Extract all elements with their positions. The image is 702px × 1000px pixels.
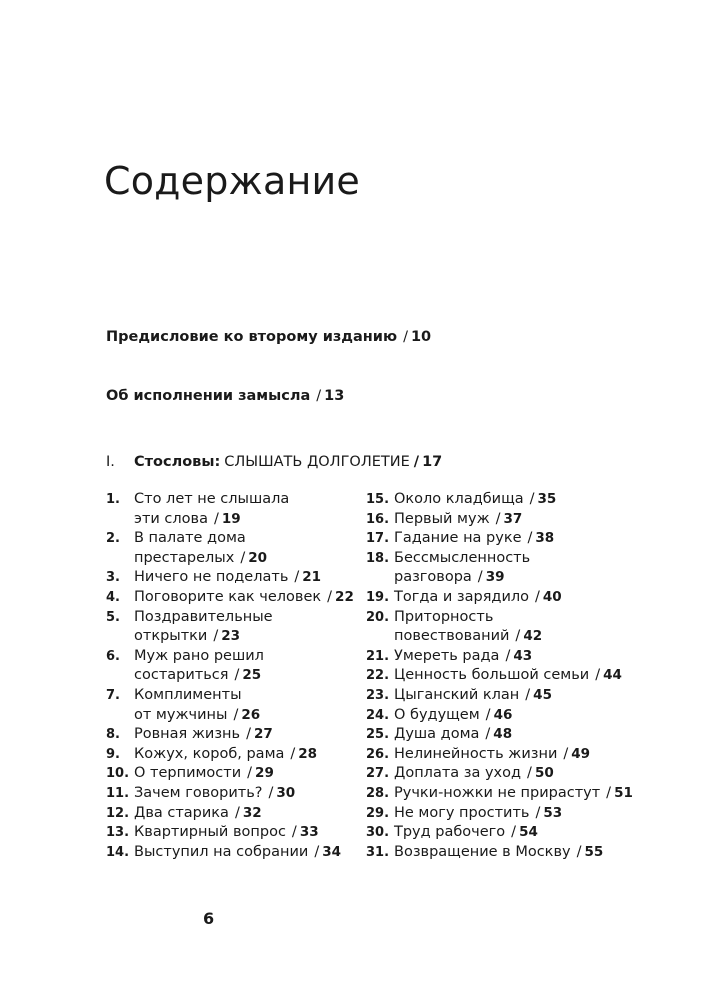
toc-item-page: 26 bbox=[241, 706, 261, 723]
toc-item-title bbox=[394, 589, 529, 605]
toc-item-separator: / bbox=[595, 667, 601, 684]
toc-item-separator: / bbox=[246, 726, 251, 743]
toc-item[interactable] bbox=[366, 588, 616, 608]
page-title: Содержание bbox=[104, 159, 360, 203]
toc-item[interactable] bbox=[366, 686, 616, 706]
toc-item-title bbox=[134, 765, 241, 781]
toc-item-page: 55 bbox=[584, 843, 604, 860]
toc-item-title bbox=[394, 687, 519, 703]
toc-item-separator: / bbox=[495, 510, 501, 527]
toc-item-page: 50 bbox=[534, 765, 554, 782]
toc-item[interactable] bbox=[366, 804, 616, 824]
toc-item-number: 22. bbox=[366, 668, 390, 684]
toc-item-number: 14. bbox=[106, 844, 130, 860]
toc-item[interactable] bbox=[366, 823, 616, 843]
toc-item-title-line: Умереть рада bbox=[394, 647, 500, 664]
toc-item-separator: / bbox=[535, 804, 541, 821]
toc-item-number: 25. bbox=[366, 727, 390, 743]
toc-item-title bbox=[134, 824, 286, 840]
toc-item-title bbox=[394, 824, 505, 840]
toc-item-page: 48 bbox=[493, 726, 513, 743]
toc-item-title-line: престарелых bbox=[134, 549, 235, 566]
section-roman-numeral: I. bbox=[106, 454, 115, 470]
toc-item-number: 9. bbox=[106, 746, 120, 762]
toc-column-right bbox=[366, 490, 633, 862]
toc-item-separator: / bbox=[294, 569, 300, 586]
toc-item-title bbox=[134, 589, 321, 605]
toc-item-separator: / bbox=[234, 667, 240, 684]
toc-item-separator: / bbox=[529, 491, 535, 507]
toc-item-separator: / bbox=[233, 706, 239, 723]
toc-item-page: 42 bbox=[523, 628, 543, 645]
toc-item-title bbox=[394, 746, 557, 762]
toc-item-separator: / bbox=[327, 588, 333, 605]
toc-item-number: 31. bbox=[366, 844, 390, 860]
toc-item[interactable] bbox=[106, 490, 346, 529]
toc-item[interactable] bbox=[106, 764, 346, 784]
toc-item-number: 6. bbox=[106, 648, 120, 664]
toc-item-number: 4. bbox=[106, 589, 120, 605]
toc-item-number: 13. bbox=[106, 825, 130, 841]
toc-item-page: 22 bbox=[335, 588, 354, 605]
toc-item-number: 28. bbox=[366, 785, 390, 801]
toc-item[interactable] bbox=[106, 588, 354, 608]
toc-item-page: 49 bbox=[571, 745, 591, 762]
toc-item[interactable] bbox=[106, 529, 346, 568]
toc-item-title-line: Труд рабочего bbox=[394, 824, 506, 841]
toc-item-title bbox=[394, 765, 521, 781]
toc-item-title-line: Доплата за уход bbox=[394, 765, 522, 782]
section-heading[interactable] bbox=[106, 452, 442, 472]
toc-item-title-line: Квартирный вопрос bbox=[134, 824, 286, 841]
toc-item-title bbox=[394, 550, 530, 586]
toc-item-page: 38 bbox=[535, 530, 555, 547]
toc-item-title-line: Душа дома bbox=[394, 726, 480, 743]
toc-item-title bbox=[134, 491, 289, 527]
toc-item[interactable] bbox=[106, 804, 346, 824]
toc-item-page: 28 bbox=[298, 745, 318, 762]
toc-item-number: 8. bbox=[106, 727, 120, 743]
toc-item-page: 29 bbox=[255, 765, 274, 782]
toc-item-number: 21. bbox=[366, 648, 390, 664]
toc-item-page: 34 bbox=[322, 843, 342, 860]
toc-item-title-line: Ничего не поделать bbox=[134, 569, 289, 586]
entry-separator: / bbox=[316, 388, 322, 404]
toc-item-title-line: О будущем bbox=[394, 706, 480, 723]
toc-item[interactable] bbox=[366, 706, 616, 726]
toc-item-title-line: Зачем говорить? bbox=[134, 784, 263, 801]
toc-item-title bbox=[134, 805, 229, 821]
toc-item-title-line: Поздравительные bbox=[134, 608, 273, 625]
toc-item-page: 39 bbox=[485, 569, 505, 586]
toc-item-title-line: Тогда и зарядило bbox=[394, 588, 530, 605]
toc-item-page: 25 bbox=[242, 667, 262, 684]
toc-item-separator: / bbox=[527, 530, 533, 547]
toc-item-number: 15. bbox=[366, 492, 390, 507]
toc-item-number: 24. bbox=[366, 707, 390, 723]
toc-item-title bbox=[394, 491, 524, 507]
toc-item-page: 20 bbox=[248, 549, 268, 566]
toc-item-title-line: Около кладбища bbox=[394, 491, 524, 507]
toc-item-title-line: Выступил на собрании bbox=[134, 843, 309, 860]
toc-item[interactable] bbox=[106, 608, 346, 647]
toc-item[interactable] bbox=[366, 666, 622, 686]
toc-item-title-line: Кожух, короб, рама bbox=[134, 745, 285, 762]
toc-item-title-line: эти слова bbox=[134, 510, 208, 527]
toc-item[interactable] bbox=[366, 510, 616, 530]
toc-item-page: 23 bbox=[221, 628, 241, 645]
toc-item-separator: / bbox=[485, 706, 491, 723]
section-separator: / bbox=[413, 454, 420, 470]
toc-item-title-line: Ручки-ножки не прирастут bbox=[394, 784, 601, 801]
toc-item-number: 11. bbox=[106, 785, 130, 801]
toc-item-title-line: Бессмысленность bbox=[394, 549, 531, 566]
toc-item[interactable] bbox=[366, 549, 616, 588]
toc-item-title bbox=[394, 667, 589, 683]
toc-column-left bbox=[106, 490, 354, 862]
toc-item-page: 35 bbox=[537, 491, 557, 507]
toc-item-separator: / bbox=[290, 745, 296, 762]
toc-item-separator: / bbox=[515, 628, 521, 645]
toc-item-separator: / bbox=[240, 549, 246, 566]
toc-item-separator: / bbox=[606, 784, 612, 801]
toc-item-number: 2. bbox=[106, 531, 120, 547]
toc-item-title-line: от мужчины bbox=[134, 706, 228, 723]
toc-item-title-line: Первый муж bbox=[394, 510, 490, 527]
toc-item-page: 45 bbox=[533, 686, 552, 703]
toc-item-title-line: О терпимости bbox=[134, 765, 242, 782]
toc-item[interactable] bbox=[366, 764, 616, 784]
toc-item-title-line: Цыганский клан bbox=[394, 686, 520, 703]
toc-item[interactable] bbox=[366, 608, 616, 647]
toc-item-title-line: Муж рано решил bbox=[134, 647, 264, 664]
toc-item-separator: / bbox=[527, 765, 532, 782]
toc-item-number: 7. bbox=[106, 687, 120, 703]
toc-item-title bbox=[134, 844, 308, 860]
toc-item-number: 30. bbox=[366, 825, 390, 841]
section-page: 17 bbox=[422, 454, 443, 470]
toc-item-separator: / bbox=[563, 745, 569, 762]
toc-item-title bbox=[394, 609, 509, 645]
toc-item-separator: / bbox=[511, 824, 517, 841]
toc-item-separator: / bbox=[314, 843, 320, 860]
toc-item-number: 23. bbox=[366, 687, 390, 703]
section-title: СЛЫШАТЬ ДОЛГОЛЕТИЕ bbox=[224, 454, 410, 470]
toc-item-title bbox=[134, 530, 246, 566]
toc-item-title-line: В палате дома bbox=[134, 530, 246, 547]
toc-item-page: 53 bbox=[543, 804, 563, 821]
section-name: Стословы: bbox=[134, 454, 221, 470]
toc-item-separator: / bbox=[213, 510, 219, 527]
toc-item-separator: / bbox=[525, 686, 531, 703]
toc-item-title-line: открытки bbox=[134, 628, 208, 645]
toc-item-title bbox=[394, 726, 479, 742]
toc-entry-intent[interactable] bbox=[106, 386, 344, 406]
toc-item-title bbox=[394, 707, 480, 723]
entry-title: Об исполнении замысла bbox=[106, 388, 311, 404]
toc-item-page: 19 bbox=[221, 510, 241, 527]
toc-item[interactable] bbox=[366, 647, 616, 667]
toc-item-title bbox=[394, 648, 499, 664]
toc-item-page: 40 bbox=[542, 588, 562, 605]
toc-item-separator: / bbox=[505, 647, 511, 664]
toc-item-title bbox=[134, 726, 240, 742]
toc-item-title-line: Не могу простить bbox=[394, 804, 530, 821]
toc-item-page: 37 bbox=[503, 510, 523, 527]
toc-item-title bbox=[394, 530, 522, 546]
toc-item-page: 21 bbox=[302, 569, 322, 586]
toc-item-title bbox=[394, 844, 571, 860]
toc-item[interactable] bbox=[106, 568, 346, 588]
entry-page: 10 bbox=[410, 329, 432, 345]
toc-item[interactable] bbox=[106, 823, 346, 843]
toc-item[interactable] bbox=[106, 745, 346, 765]
toc-item-number: 10. bbox=[106, 766, 130, 782]
toc-item-number: 27. bbox=[366, 766, 390, 782]
toc-item-separator: / bbox=[213, 628, 219, 645]
entry-page: 13 bbox=[324, 388, 345, 404]
toc-item-number: 26. bbox=[366, 746, 390, 762]
toc-item-title bbox=[394, 785, 600, 801]
toc-item-title bbox=[134, 569, 288, 585]
entry-title: Предисловие ко второму изданию bbox=[106, 329, 398, 345]
toc-item-number: 16. bbox=[366, 511, 390, 527]
toc-item-page: 51 bbox=[614, 784, 633, 801]
toc-item-title-line: состариться bbox=[134, 667, 229, 684]
toc-item[interactable] bbox=[366, 745, 616, 765]
toc-item-title bbox=[134, 746, 284, 762]
toc-item-separator: / bbox=[234, 804, 240, 821]
toc-item-title-line: Два старика bbox=[134, 804, 229, 821]
toc-item-page: 32 bbox=[242, 804, 262, 821]
toc-item-page: 27 bbox=[253, 726, 273, 743]
toc-item-title bbox=[134, 687, 242, 723]
toc-item-number: 1. bbox=[106, 492, 120, 507]
toc-item-separator: / bbox=[576, 843, 582, 860]
toc-item-separator: / bbox=[485, 726, 491, 743]
toc-item-separator: / bbox=[535, 588, 540, 605]
toc-item[interactable] bbox=[106, 784, 346, 804]
toc-item-title-line: Сто лет не слышала bbox=[134, 491, 290, 507]
toc-item-page: 46 bbox=[493, 706, 513, 723]
toc-item-page: 43 bbox=[513, 647, 533, 664]
toc-item-separator: / bbox=[291, 824, 297, 841]
toc-item[interactable] bbox=[366, 529, 616, 549]
toc-item-page: 33 bbox=[299, 824, 319, 841]
toc-item-title-line: разговора bbox=[394, 569, 472, 586]
toc-item-separator: / bbox=[247, 765, 253, 782]
toc-item-number: 5. bbox=[106, 609, 120, 625]
toc-item-page: 30 bbox=[276, 784, 296, 801]
toc-item-title-line: Возвращение в Москву bbox=[394, 843, 571, 860]
toc-item[interactable] bbox=[366, 725, 616, 745]
toc-item-number: 12. bbox=[106, 805, 130, 821]
toc-item-title bbox=[394, 805, 529, 821]
toc-item-title-line: повествований bbox=[394, 628, 510, 645]
toc-item-title-line: Ровная жизнь bbox=[134, 726, 241, 743]
toc-item[interactable] bbox=[106, 686, 346, 725]
toc-item-title-line: Поговорите как человек bbox=[134, 588, 322, 605]
toc-item-page: 54 bbox=[519, 824, 538, 841]
toc-item-title bbox=[394, 511, 490, 527]
toc-item-title-line: Ценность большой семьи bbox=[394, 667, 590, 684]
page-number: 6 bbox=[203, 909, 215, 928]
toc-item[interactable] bbox=[366, 784, 633, 804]
toc-item-number: 17. bbox=[366, 531, 390, 547]
toc-item-title-line: Комплименты bbox=[134, 686, 242, 703]
toc-item-title-line: Нелинейность жизни bbox=[394, 745, 558, 762]
toc-item-number: 29. bbox=[366, 805, 390, 821]
toc-item-separator: / bbox=[268, 784, 274, 801]
toc-item-page: 44 bbox=[603, 667, 622, 684]
toc-item-title bbox=[134, 785, 262, 801]
toc-item[interactable] bbox=[106, 843, 346, 863]
toc-item-number: 19. bbox=[366, 589, 390, 605]
toc-entry-preface[interactable] bbox=[106, 327, 431, 347]
entry-separator: / bbox=[403, 329, 408, 345]
toc-item-title-line: Приторность bbox=[394, 608, 494, 625]
toc-item-title bbox=[134, 609, 273, 645]
toc-item[interactable] bbox=[106, 725, 346, 745]
toc-item-number: 3. bbox=[106, 570, 120, 586]
toc-item-number: 18. bbox=[366, 550, 390, 566]
toc-item-title-line: Гадание на руке bbox=[394, 530, 522, 547]
toc-item-number: 20. bbox=[366, 609, 390, 625]
toc-item[interactable] bbox=[366, 843, 616, 863]
toc-item[interactable] bbox=[106, 647, 346, 686]
toc-item-separator: / bbox=[477, 569, 483, 586]
toc-item[interactable] bbox=[366, 490, 616, 510]
